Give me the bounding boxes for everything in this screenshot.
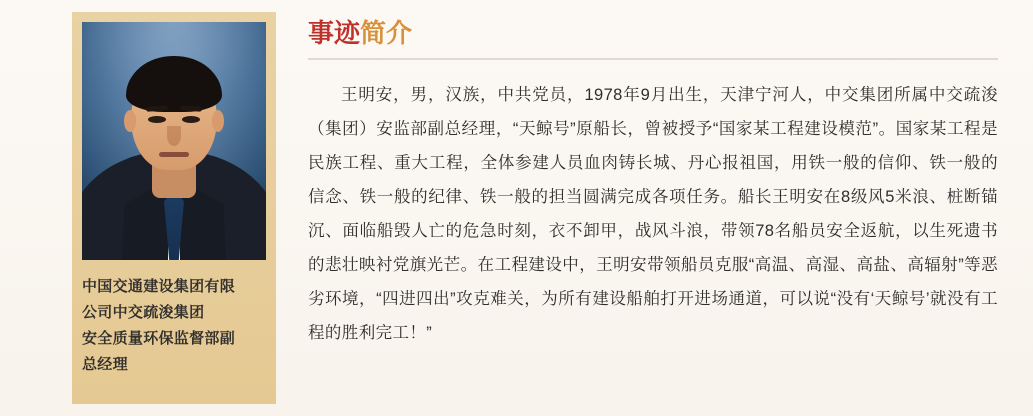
page-title [308, 16, 998, 60]
profile-card [72, 12, 276, 404]
portrait-photo [82, 22, 266, 260]
portrait-mouth [159, 152, 189, 157]
portrait-eye-right [182, 116, 200, 123]
page-title-secondary: 简介 [360, 18, 413, 48]
profile-caption-line-1: 中国交通建设集团有限 [82, 278, 236, 295]
portrait-ear-right [212, 110, 224, 132]
profile-caption-line-3: 安全质量环保监督部副 [82, 330, 236, 347]
portrait-nose [167, 126, 181, 146]
profile-caption [82, 274, 266, 378]
portrait-background [82, 22, 266, 260]
profile-caption-line-4: 总经理 [82, 356, 128, 373]
article-body: 王明安，男，汉族，中共党员，1978年9月出生，天津宁河人，中交集团所属中交疏浚（集团）安监部副总经理，“天鲸号”原船长，曾被授予“国家某工程建设模范”。国家某工程是民族工程、重大工程，全体参建人员血肉铸长城、丹心报祖国，用铁一般的信仰、铁一般的信念、铁一般的纪律、铁一般的担当圆满完成各项任务。船长王明安在8级风5米浪、桩断锚沉、面临船毁人亡的危急时刻，衣不卸甲，战风斗浪，带领78名船员安全返航，以生死遗书的悲壮映衬党旗光芒。在工程建设中，王明安带领船员克服“高温、高湿、高盐、高辐射”等恶劣环境，“四进四出”攻克难关，为所有建设船舶打开进场通道，可以说“没有‘天鲸号’就没有工程的胜利完工！” [308, 86, 998, 342]
portrait-ear-left [124, 110, 136, 132]
profile-caption-line-2: 公司中交疏浚集团 [82, 304, 205, 321]
portrait-eye-left [148, 116, 166, 123]
article-content [308, 16, 998, 367]
page-title-primary: 事迹 [308, 18, 361, 48]
